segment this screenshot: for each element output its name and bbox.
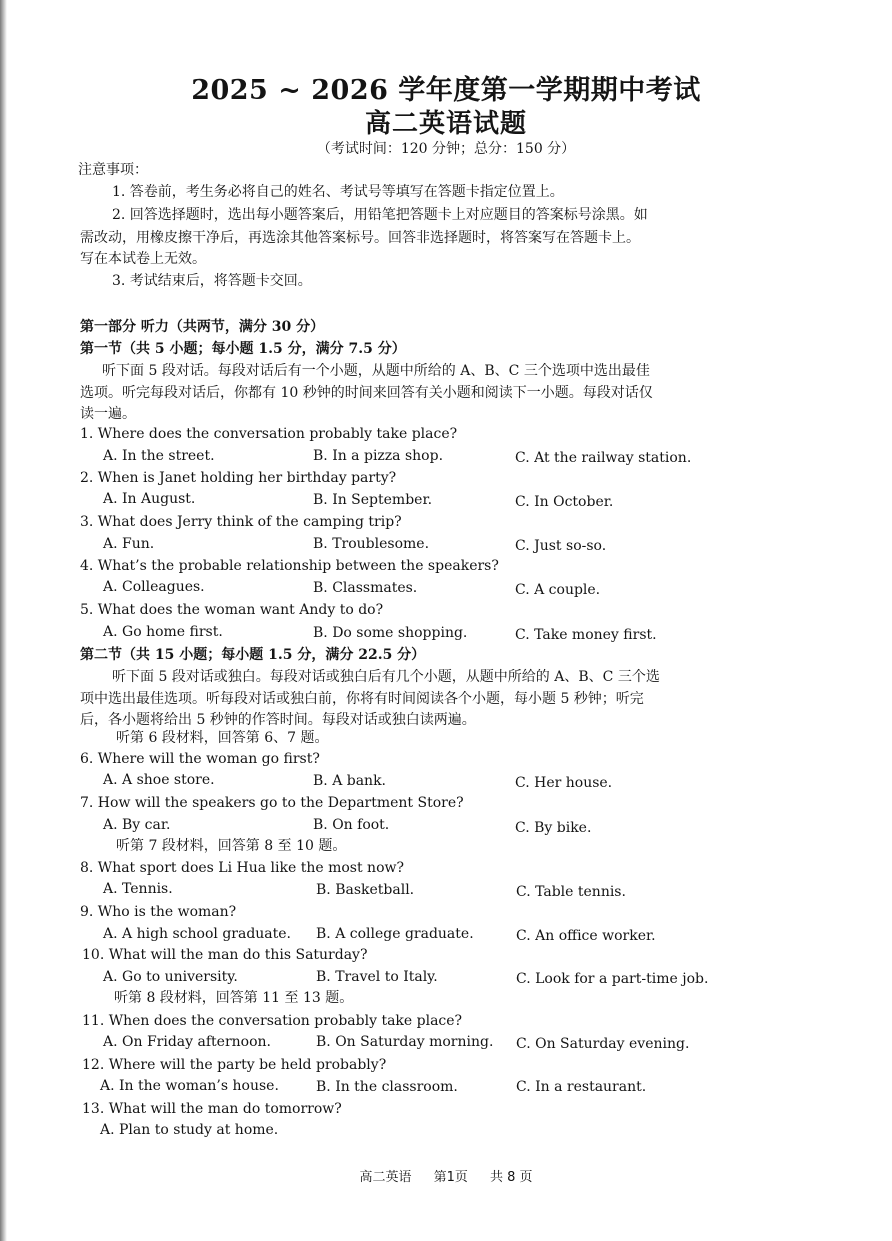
option-10c: C. Look for a part-time job. — [516, 971, 709, 987]
scan-edge-shadow — [0, 0, 7, 1241]
question-7: 7. How will the speakers go to the Department Store? — [80, 795, 464, 811]
option-5b: B. Do some shopping. — [313, 625, 468, 641]
section2-instruction-c: 后，各小题将给出 5 秒钟的作答时间。每段对话或独白读两遍。 — [80, 712, 476, 728]
option-11a: A. On Friday afternoon. — [103, 1034, 271, 1050]
option-4c: C. A couple. — [515, 582, 601, 598]
option-10a: A. Go to university. — [103, 969, 238, 985]
option-12c: C. In a restaurant. — [516, 1079, 647, 1095]
option-9b: B. A college graduate. — [316, 926, 474, 942]
exam-title: 2025 ~ 2026 学年度第一学期期中考试 — [191, 75, 701, 106]
option-13a: A. Plan to study at home. — [100, 1122, 279, 1138]
note-1: 1. 答卷前，考生务必将自己的姓名、考试号等填写在答题卡指定位置上。 — [112, 184, 564, 200]
section1-heading: 第一节（共 5 小题；每小题 1.5 分，满分 7.5 分） — [80, 341, 406, 357]
option-11c: C. On Saturday evening. — [516, 1036, 690, 1052]
question-2: 2. When is Janet holding her birthday party? — [80, 470, 397, 486]
exam-time-info: （考试时间：120 分钟；总分：150 分） — [316, 141, 576, 157]
question-8: 8. What sport does Li Hua like the most now? — [80, 860, 404, 876]
option-2a: A. In August. — [103, 491, 196, 507]
page-footer — [0, 1166, 892, 1185]
question-5: 5. What does the woman want Andy to do? — [80, 602, 384, 618]
exam-subtitle: 高二英语试题 — [364, 109, 527, 139]
section1-instruction-a: 听下面 5 段对话。每段对话后有一个小题，从题中所给的 A、B、C 三个选项中选出最佳 — [102, 363, 650, 379]
question-12: 12. Where will the party be held probably? — [82, 1057, 387, 1073]
question-6: 6. Where will the woman go first? — [80, 751, 320, 767]
option-1c: C. At the railway station. — [515, 450, 692, 466]
option-9a: A. A high school graduate. — [103, 926, 292, 942]
option-5a: A. Go home first. — [103, 624, 223, 640]
option-2b: B. In September. — [313, 492, 433, 508]
option-7c: C. By bike. — [515, 820, 592, 836]
question-3: 3. What does Jerry think of the camping trip? — [80, 514, 402, 530]
option-3a: A. Fun. — [103, 536, 155, 552]
section1-instruction-c: 读一遍。 — [80, 406, 136, 422]
option-6b: B. A bank. — [313, 773, 387, 789]
note-2a: 2. 回答选择题时，选出每小题答案后，用铅笔把答题卡上对应题目的答案标号涂黑。如 — [112, 207, 648, 223]
option-4b: B. Classmates. — [313, 580, 418, 596]
notes-heading: 注意事项： — [78, 162, 148, 178]
option-3b: B. Troublesome. — [313, 536, 430, 552]
option-6a: A. A shoe store. — [103, 772, 215, 788]
question-9: 9. Who is the woman? — [80, 904, 237, 920]
note-2b: 需改动，用橡皮擦干净后，再选涂其他答案标号。回答非选择题时，将答案写在答题卡上。 — [80, 230, 640, 246]
part1-heading: 第一部分 听力（共两节，满分 30 分） — [80, 319, 325, 335]
footer-total-pages: 共 8 页 — [490, 1170, 533, 1185]
section2-instruction-a: 听下面 5 段对话或独白。每段对话或独白后有几个小题，从题中所给的 A、B、C 三个选 — [112, 669, 660, 685]
option-3c: C. Just so-so. — [515, 538, 607, 554]
material-6: 听第 6 段材料，回答第 6、7 题。 — [116, 730, 329, 746]
question-1: 1. Where does the conversation probably take place? — [80, 426, 458, 442]
footer-subject: 高二英语 — [359, 1170, 412, 1185]
material-8: 听第 8 段材料，回答第 11 至 13 题。 — [114, 990, 354, 1006]
question-13: 13. What will the man do tomorrow? — [82, 1101, 342, 1117]
option-5c: C. Take money first. — [515, 627, 657, 643]
section2-heading: 第二节（共 15 小题；每小题 1.5 分，满分 22.5 分） — [80, 647, 426, 663]
option-1a: A. In the street. — [103, 448, 215, 464]
option-6c: C. Her house. — [515, 775, 613, 791]
question-11: 11. When does the conversation probably take place? — [82, 1013, 463, 1029]
option-1b: B. In a pizza shop. — [313, 448, 444, 464]
option-8c: C. Table tennis. — [516, 884, 626, 900]
note-3: 3. 考试结束后，将答题卡交回。 — [112, 273, 312, 289]
option-12a: A. In the woman’s house. — [100, 1078, 279, 1094]
question-10: 10. What will the man do this Saturday? — [82, 947, 368, 963]
option-10b: B. Travel to Italy. — [316, 969, 438, 985]
option-7a: A. By car. — [103, 817, 171, 833]
option-4a: A. Colleagues. — [103, 579, 205, 595]
footer-page-number: 第1页 — [433, 1170, 468, 1185]
option-2c: C. In October. — [515, 494, 614, 510]
section2-instruction-b: 项中选出最佳选项。听每段对话或独白前，你将有时间阅读各个小题，每小题 5 秒钟；听完 — [80, 691, 644, 707]
option-7b: B. On foot. — [313, 817, 390, 833]
note-2c: 写在本试卷上无效。 — [80, 251, 206, 267]
option-8a: A. Tennis. — [103, 881, 173, 897]
option-12b: B. In the classroom. — [316, 1079, 458, 1095]
material-7: 听第 7 段材料，回答第 8 至 10 题。 — [116, 838, 347, 854]
section1-instruction-b: 选项。听完每段对话后，你都有 10 秒钟的时间来回答有关小题和阅读下一小题。每段对话仅 — [80, 385, 653, 401]
option-9c: C. An office worker. — [516, 928, 656, 944]
option-8b: B. Basketball. — [316, 882, 415, 898]
question-4: 4. What’s the probable relationship between the speakers? — [80, 558, 499, 574]
option-11b: B. On Saturday morning. — [316, 1034, 494, 1050]
